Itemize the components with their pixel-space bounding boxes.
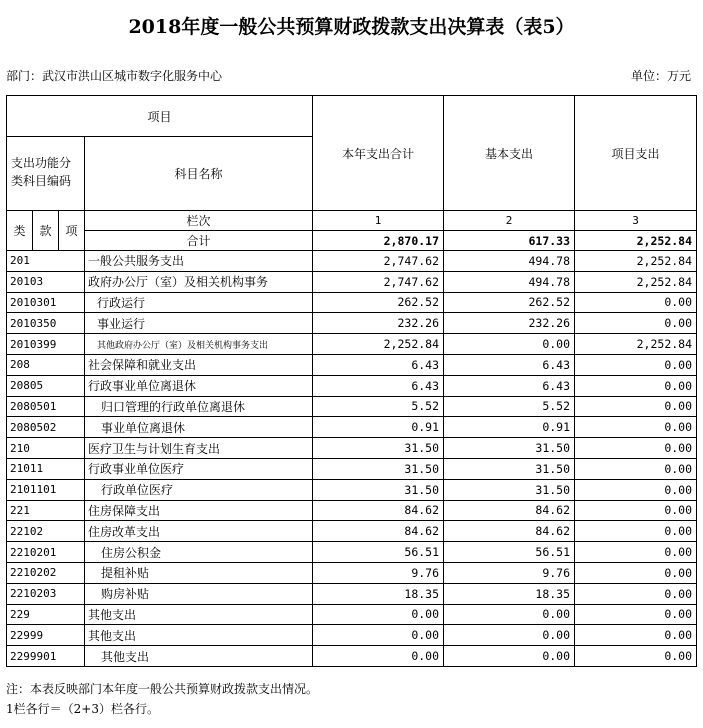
row-code: 2010301 [7,292,85,313]
row-code: 2010350 [7,313,85,334]
row-project: 0.00 [575,417,697,438]
table-row [7,334,697,355]
row-name: 社会保障和就业支出 [85,354,313,375]
row-basic: 5.52 [444,396,575,417]
row-name: 其他支出 [85,646,313,667]
row-project: 0.00 [575,562,697,583]
row-project: 0.00 [575,375,697,396]
row-name: 住房保障支出 [85,500,313,521]
row-basic: 31.50 [444,438,575,459]
row-basic: 232.26 [444,313,575,334]
header-lei: 类 [7,211,33,251]
row-project: 0.00 [575,396,697,417]
unit-label: 单位：万元 [630,69,691,83]
header-n1: 1 [313,211,444,231]
row-total: 56.51 [313,542,444,563]
row-name: 行政事业单位医疗 [85,458,313,479]
table-row [7,562,697,583]
note-line: 注：本表反映部门本年度一般公共预算财政拨款支出情况。 [6,682,319,696]
row-code: 21011 [7,458,85,479]
row-total: 5.52 [313,396,444,417]
row-code: 208 [7,354,85,375]
row-code: 210 [7,438,85,459]
table-row [7,417,697,438]
row-basic: 9.76 [444,562,575,583]
total-sum: 2,870.17 [313,231,444,251]
row-project: 0.00 [575,625,697,646]
table-row [7,625,697,646]
row-total: 2,252.84 [313,334,444,355]
table-row [7,479,697,500]
table-row [7,438,697,459]
row-total: 6.43 [313,375,444,396]
table-row [7,271,697,292]
row-basic: 0.00 [444,604,575,625]
row-total: 31.50 [313,458,444,479]
row-project: 2,252.84 [575,334,697,355]
row-code: 20103 [7,271,85,292]
row-basic: 0.91 [444,417,575,438]
row-code: 20805 [7,375,85,396]
row-total: 18.35 [313,583,444,604]
row-total: 2,747.62 [313,251,444,272]
header-xiang: 项 [59,211,85,251]
row-name: 医疗卫生与计划生育支出 [85,438,313,459]
row-basic: 0.00 [444,334,575,355]
row-name: 归口管理的行政单位离退休 [85,396,313,417]
table-row [7,521,697,542]
row-name: 住房改革支出 [85,521,313,542]
row-name: 其他支出 [85,625,313,646]
row-code: 2080501 [7,396,85,417]
row-project: 0.00 [575,604,697,625]
header-kuan: 款 [33,211,59,251]
header-col-basic: 基本支出 [444,96,575,211]
row-basic: 18.35 [444,583,575,604]
row-basic: 31.50 [444,479,575,500]
row-code: 221 [7,500,85,521]
row-project: 0.00 [575,521,697,542]
row-project: 0.00 [575,542,697,563]
row-total: 0.00 [313,604,444,625]
table-row [7,583,697,604]
row-name: 政府办公厅（室）及相关机构事务 [85,271,313,292]
row-project: 0.00 [575,646,697,667]
row-project: 0.00 [575,354,697,375]
note-line: 1栏各行＝（2+3）栏各行。 [6,702,159,716]
header-lanci: 栏次 [85,211,313,231]
page-title: 2018年度一般公共预算财政拨款支出决算表（表5） [128,16,575,38]
table-row [7,396,697,417]
row-basic: 31.50 [444,458,575,479]
row-basic: 262.52 [444,292,575,313]
header-item: 项目 [7,96,313,137]
row-name: 行政事业单位离退休 [85,375,313,396]
row-name: 提租补贴 [85,562,313,583]
header-col-project: 项目支出 [575,96,697,211]
table-row [7,458,697,479]
table-row [7,604,697,625]
row-code: 2210201 [7,542,85,563]
row-code: 22999 [7,625,85,646]
row-name: 事业单位离退休 [85,417,313,438]
header-code-text: 支出功能分类科目编码 [11,155,72,188]
row-total: 2,747.62 [313,271,444,292]
row-name: 事业运行 [85,313,313,334]
table-row [7,375,697,396]
row-project: 0.00 [575,292,697,313]
row-total: 84.62 [313,521,444,542]
row-basic: 0.00 [444,625,575,646]
row-basic: 6.43 [444,375,575,396]
row-name: 行政单位医疗 [85,479,313,500]
row-total: 0.91 [313,417,444,438]
row-project: 0.00 [575,438,697,459]
row-basic: 494.78 [444,271,575,292]
table-body [7,251,697,667]
table-row [7,313,697,334]
total-project: 2,252.84 [575,231,697,251]
row-code: 2210202 [7,562,85,583]
table-row [7,500,697,521]
row-basic: 6.43 [444,354,575,375]
row-total: 6.43 [313,354,444,375]
table-row [7,646,697,667]
row-code: 229 [7,604,85,625]
row-total: 84.62 [313,500,444,521]
table-row [7,292,697,313]
header-subject-name: 科目名称 [85,137,313,211]
header-n2: 2 [444,211,575,231]
row-code: 2010399 [7,334,85,355]
row-project: 0.00 [575,583,697,604]
row-basic: 494.78 [444,251,575,272]
row-total: 0.00 [313,646,444,667]
department-label: 部门：武汉市洪山区城市数字化服务中心 [6,69,223,83]
row-basic: 84.62 [444,500,575,521]
row-total: 232.26 [313,313,444,334]
table-row [7,354,697,375]
header-n3: 3 [575,211,697,231]
row-project: 0.00 [575,458,697,479]
row-basic: 56.51 [444,542,575,563]
table-row [7,251,697,272]
row-total: 9.76 [313,562,444,583]
footnotes [6,679,318,719]
budget-table [6,95,697,667]
row-code: 2101101 [7,479,85,500]
row-code: 2210203 [7,583,85,604]
header-code-label [7,137,85,207]
row-name: 购房补贴 [85,583,313,604]
row-total: 262.52 [313,292,444,313]
row-basic: 0.00 [444,646,575,667]
row-total: 0.00 [313,625,444,646]
row-project: 0.00 [575,313,697,334]
row-basic: 84.62 [444,521,575,542]
row-project: 0.00 [575,479,697,500]
total-basic: 617.33 [444,231,575,251]
row-code: 2299901 [7,646,85,667]
row-code: 22102 [7,521,85,542]
row-total: 31.50 [313,479,444,500]
row-code: 2080502 [7,417,85,438]
row-project: 2,252.84 [575,271,697,292]
row-name: 一般公共服务支出 [85,251,313,272]
row-project: 2,252.84 [575,251,697,272]
row-total: 31.50 [313,438,444,459]
row-name: 行政运行 [85,292,313,313]
table-row [7,542,697,563]
row-name: 其他支出 [85,604,313,625]
row-project: 0.00 [575,500,697,521]
row-name: 其他政府办公厅（室）及相关机构事务支出 [85,334,313,355]
header-col-total: 本年支出合计 [313,96,444,211]
row-name: 住房公积金 [85,542,313,563]
total-label: 合计 [85,231,313,251]
row-code: 201 [7,251,85,272]
